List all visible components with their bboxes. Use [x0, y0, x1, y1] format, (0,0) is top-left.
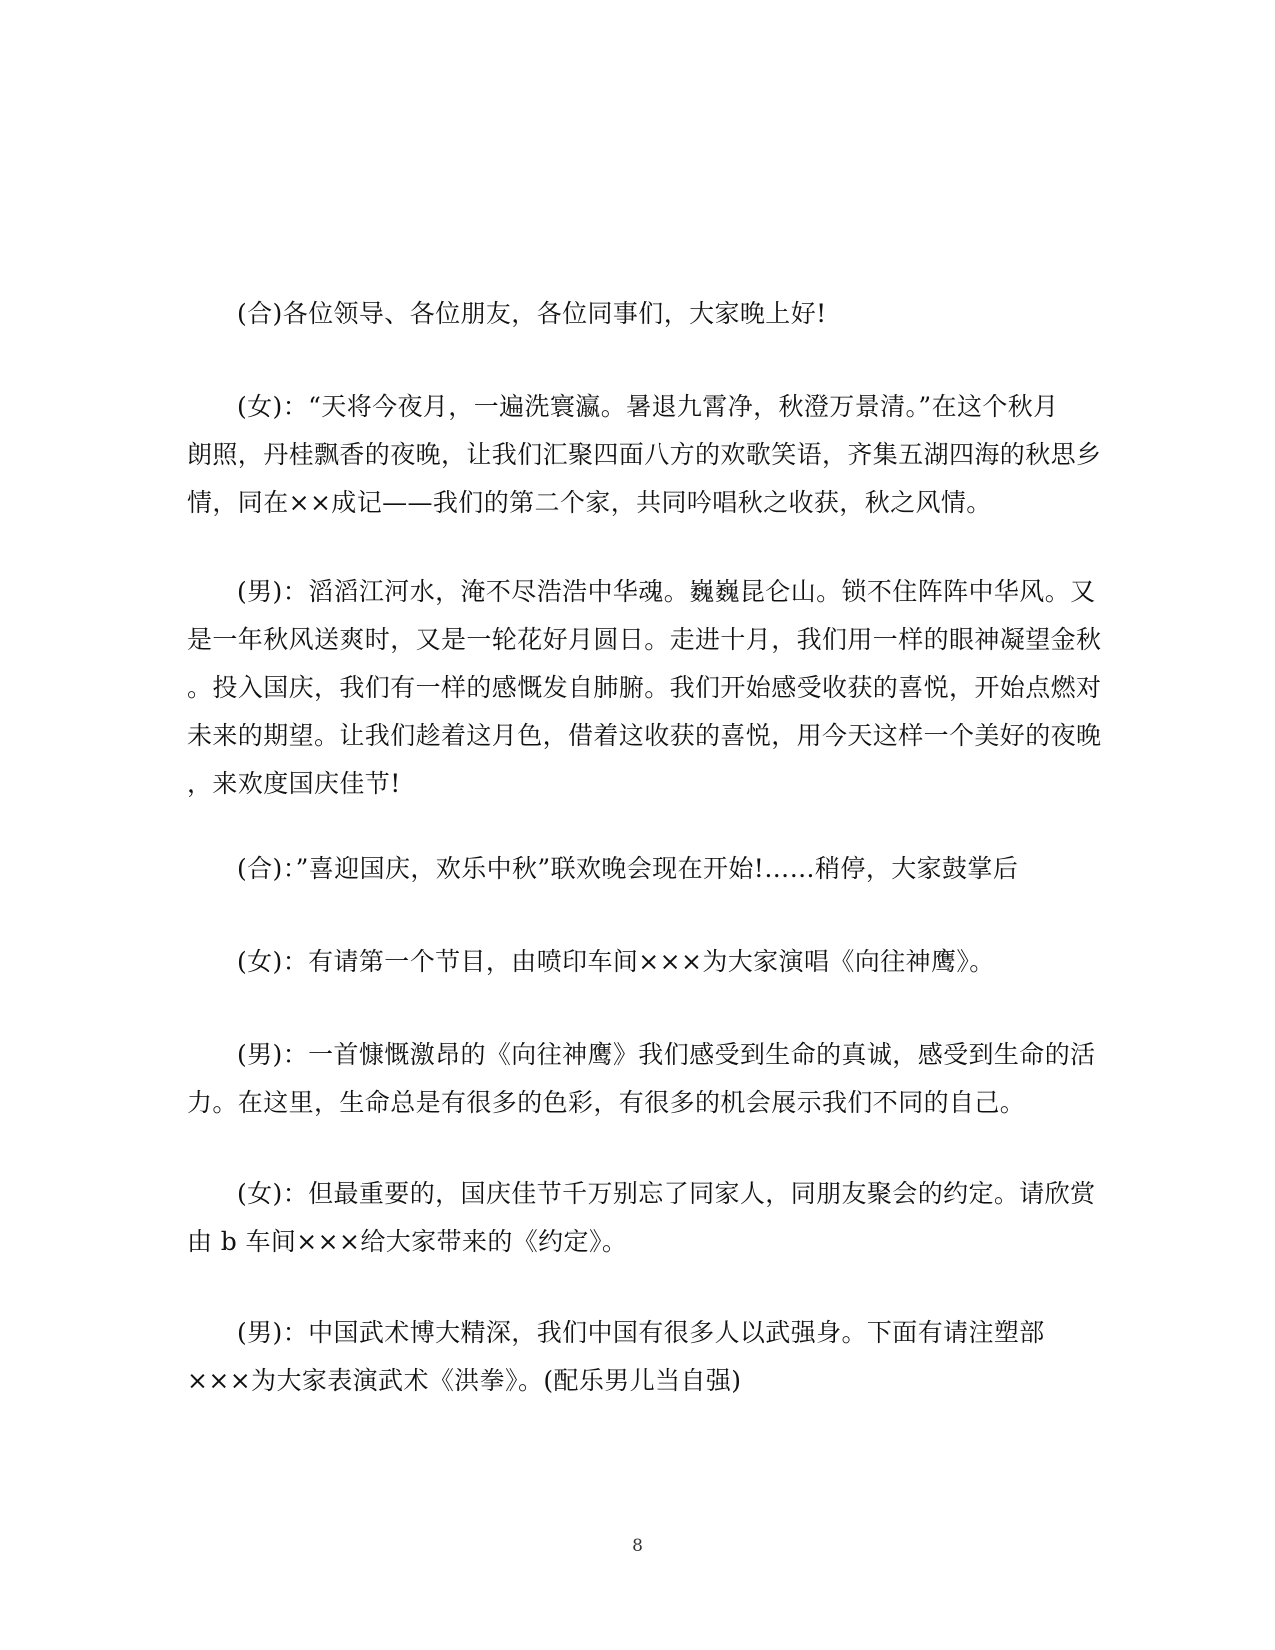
paragraph-line: (男)：中国武术博大精深，我们中国有很多人以武强身。下面有请注塑部 — [237, 1318, 1045, 1347]
paragraph-line: 未来的期望。让我们趁着这月色，借着这收获的喜悦，用今天这样一个美好的夜晚 — [187, 721, 1102, 750]
paragraph-female-opening — [187, 383, 1102, 527]
paragraph-male-opening — [187, 568, 1102, 808]
paragraph-line: 由 b 车间×××给大家带来的《约定》。 — [187, 1227, 628, 1256]
page-number: 8 — [632, 1536, 643, 1556]
paragraph-female-promise — [187, 1170, 1096, 1266]
paragraph-greeting-all — [187, 290, 1087, 338]
paragraph-first-program — [187, 938, 1087, 986]
paragraph-line: (合)各位领导、各位朋友，各位同事们，大家晚上好! — [237, 299, 827, 328]
paragraph-line: (女)：“天将今夜月，一遍洗寰瀛。暑退九霄净，秋澄万景清。”在这个秋月 — [237, 392, 1059, 421]
paragraph-line: (合)：”喜迎国庆，欢乐中秋”联欢晚会现在开始!……稍停，大家鼓掌后 — [237, 854, 1019, 883]
paragraph-line: 。投入国庆，我们有一样的感慨发自肺腑。我们开始感受收获的喜悦，开始点燃对 — [187, 673, 1102, 702]
paragraph-line: 情，同在××成记——我们的第二个家，共同吟唱秋之收获，秋之风情。 — [187, 488, 992, 517]
paragraph-line: ×××为大家表演武术《洪拳》。(配乐男儿当自强) — [187, 1366, 742, 1395]
paragraph-line: (男)：滔滔江河水，淹不尽浩浩中华魂。巍巍昆仑山。锁不住阵阵中华风。又 — [237, 577, 1096, 606]
paragraph-line: 是一年秋风送爽时，又是一轮花好月圆日。走进十月，我们用一样的眼神凝望金秋 — [187, 625, 1102, 654]
paragraph-line: (男)：一首慷慨激昂的《向往神鹰》我们感受到生命的真诚，感受到生命的活 — [237, 1040, 1096, 1069]
paragraph-line: 力。在这里，生命总是有很多的色彩，有很多的机会展示我们不同的自己。 — [187, 1088, 1026, 1117]
paragraph-male-comment — [187, 1031, 1096, 1127]
paragraph-line: 朗照，丹桂飘香的夜晚，让我们汇聚四面八方的欢歌笑语，齐集五湖四海的秋思乡 — [187, 440, 1102, 469]
paragraph-gala-start — [187, 845, 1087, 893]
paragraph-line: (女)：但最重要的，国庆佳节千万别忘了同家人，同朋友聚会的约定。请欣赏 — [237, 1179, 1096, 1208]
paragraph-line: ，来欢度国庆佳节! — [187, 769, 401, 798]
paragraph-line: (女)：有请第一个节目，由喷印车间×××为大家演唱《向往神鹰》。 — [237, 947, 995, 976]
paragraph-male-martial-arts — [187, 1309, 1087, 1405]
